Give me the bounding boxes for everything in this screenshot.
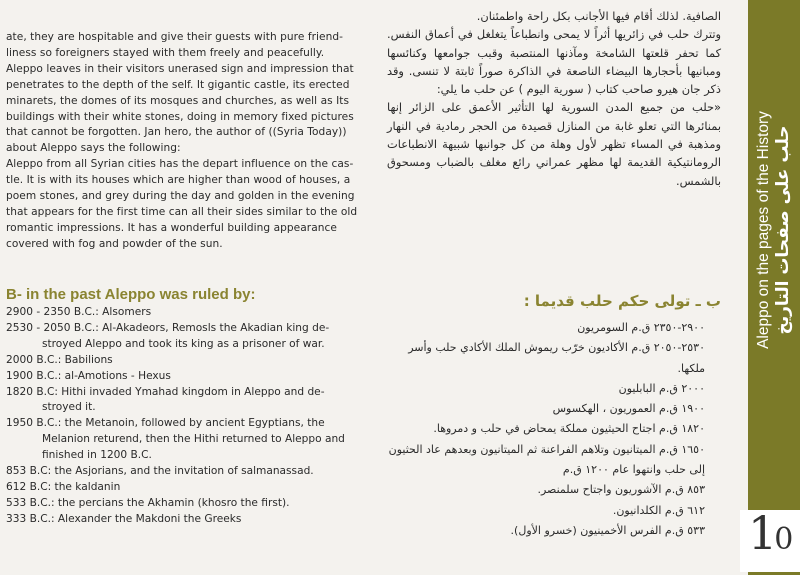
ruler-line: stroyed Aleppo and took its king as a prisoner of war. bbox=[42, 337, 325, 350]
arabic-paragraph: «حلب من جميع المدن السورية لها التأثير الأعمق على الزائر إنها بمنائرها التي تعلو غابة من المنازل قصيدة من الحجر رمادية في النهار ومذهبة في المساء تظهر لأول وهلة من كل جوانبها شبيهة الانطباعات الرومانتيكية القديمة لها مظهر عمراني رائع مغلف بالضباب ومسحوق بالشمس. bbox=[387, 100, 721, 188]
english-line: tle. It is with its houses which are higher than wood of houses, a bbox=[6, 174, 351, 187]
page-number-digit-small: 0 bbox=[774, 522, 791, 557]
arabic-rulers-heading: ب ـ تولى حكم حلب قديما : bbox=[523, 292, 721, 310]
ruler-entry bbox=[6, 321, 378, 353]
ruler-line: 1950 B.C.: the Metanoin, followed by ancient Egyptians, the bbox=[6, 417, 325, 430]
arabic-paragraph: الصافية. لذلك أقام فيها الأجانب بكل راحة واطمئنان. bbox=[476, 9, 721, 23]
english-line: minarets, the domes of its mosques and churches, as well as Its bbox=[6, 94, 350, 107]
ruler-line: 853 B.C: the Asjorians, and the invitation of salmanassad. bbox=[6, 465, 314, 478]
ruler-entry bbox=[6, 512, 378, 528]
arabic-ruler-entry: ١٩٠٠ ق.م العموريون ، الهكسوس bbox=[552, 402, 705, 416]
english-line: Aleppo from all Syrian cities has the depart influence on the cas- bbox=[6, 158, 354, 171]
arabic-ruler-entry: ٨٥٣ ق.م الآشوريون واجتاح سلمنصر. bbox=[537, 483, 705, 497]
ruler-line: 2900 - 2350 B.C.: Alsomers bbox=[6, 306, 152, 318]
english-line: Aleppo leaves in their visitors unerased sign and impression that bbox=[6, 62, 354, 75]
sidebar-title-arabic: حلب على صفحات التاريخ bbox=[773, 125, 793, 335]
arabic-ruler-entry: ٥٣٣ ق.م الفرس الأخمينيون (خسرو الأول). bbox=[510, 523, 705, 537]
page-number bbox=[748, 506, 790, 560]
english-rulers-list bbox=[6, 305, 378, 528]
ruler-entry bbox=[6, 305, 378, 321]
ruler-line: 1820 B.C: Hithi invaded Ymahad kingdom in Aleppo and de- bbox=[6, 385, 325, 398]
arabic-paragraph: وتترك حلب في زائريها أثراً لا يمحى وانطباعاً يتغلغل في أعماق النفس. كما تحفر قلعتها الشامخة ومآذنها المنتصبة وقبب جوامعها وكنائسها ومبانيها بأحجارها البيضاء الناصعة في الذاكرة صوراً ثابتة لا تنسى. وقد ذكر جان هيرو صاحب كتاب ( سورية اليوم ) عن حلب ما يلي: bbox=[387, 27, 721, 97]
arabic-ruler-entry: ١٨٢٠ ق.م اجتاح الحيثيون مملكة يمحاض في حلب و دمروها. bbox=[433, 422, 705, 436]
english-line: about Aleppo says the following: bbox=[6, 142, 181, 155]
ruler-entry bbox=[6, 464, 378, 480]
english-intro bbox=[6, 30, 378, 253]
arabic-ruler-entry: ٢٥٣٠-٢٠٥٠ ق.م الأكاديون خرّب ريموش الملك الأكادي حلب وأسر ملكها. bbox=[408, 341, 705, 375]
ruler-line: 2530 - 2050 B.C.: Al-Akadeors, Remosls the Akadian king de- bbox=[6, 321, 330, 334]
english-line: liness so foreigners stayed with them freely and peacefully. bbox=[6, 46, 325, 59]
arabic-ruler-entry: ٢٠٠٠ ق.م البابليون bbox=[618, 381, 705, 395]
ruler-line: 333 B.C.: Alexander the Makdoni the Greeks bbox=[6, 512, 242, 525]
ruler-line: 612 B.C: the kaldanin bbox=[6, 480, 121, 493]
ruler-line: 533 B.C.: the percians the Akhamin (khosro the first). bbox=[6, 496, 290, 509]
english-line: buildings with their white stones, doing in memory fixed pictures bbox=[6, 110, 354, 123]
arabic-intro bbox=[387, 7, 721, 190]
page-number-digit: 1 bbox=[748, 506, 775, 560]
arabic-ruler-entry: ٦١٢ ق.م الكلدانيون. bbox=[612, 503, 705, 517]
ruler-entry bbox=[6, 496, 378, 512]
ruler-line: 1900 B.C.: al-Amotions - Hexus bbox=[6, 369, 171, 382]
english-rulers-heading: B- in the past Aleppo was ruled by: bbox=[6, 286, 256, 303]
english-line: penetrates to the depth of the self. It gigantic castle, its erected bbox=[6, 78, 350, 91]
english-line: that appears for the first time can all their sides similar to the old bbox=[6, 205, 358, 218]
english-line: covered with fog and powder of the sun. bbox=[6, 237, 223, 250]
arabic-ruler-entry: ٢٩٠٠-٢٣٥٠ ق.م السومريون bbox=[577, 321, 705, 334]
sidebar-title bbox=[755, 111, 793, 349]
ruler-entry bbox=[6, 385, 378, 417]
ruler-line: Melanion returend, then the Hithi returned to Aleppo and bbox=[42, 433, 345, 446]
ruler-line: finished in 1200 B.C. bbox=[42, 449, 152, 462]
arabic-ruler-entry: ١٦٥٠ ق.م الميتانيون وتلاهم الفراعنة ثم الميتانيون وبعدهم عاد الحثيون إلى حلب وانتهوا عام ١٢٠٠ ق.م bbox=[388, 442, 705, 477]
english-line: that cannot be forgotten. Jan hero, the author of ((Syria Today)) bbox=[6, 126, 347, 139]
sidebar-title-english: Aleppo on the pages of the History bbox=[755, 111, 772, 349]
english-line: ate, they are hospitable and give their guests with pure friend- bbox=[6, 31, 343, 43]
arabic-rulers-list bbox=[387, 318, 705, 541]
english-line: romantic impressions. It has a wonderful building appearance bbox=[6, 221, 337, 234]
ruler-line: 2000 B.C.: Babilions bbox=[6, 353, 113, 366]
english-line: poem stones, and grey during the day and golden in the evening bbox=[6, 190, 355, 203]
ruler-entry bbox=[6, 416, 378, 464]
ruler-entry bbox=[6, 480, 378, 496]
ruler-line: stroyed it. bbox=[42, 401, 96, 414]
ruler-entry bbox=[6, 369, 378, 385]
ruler-entry bbox=[6, 353, 378, 369]
